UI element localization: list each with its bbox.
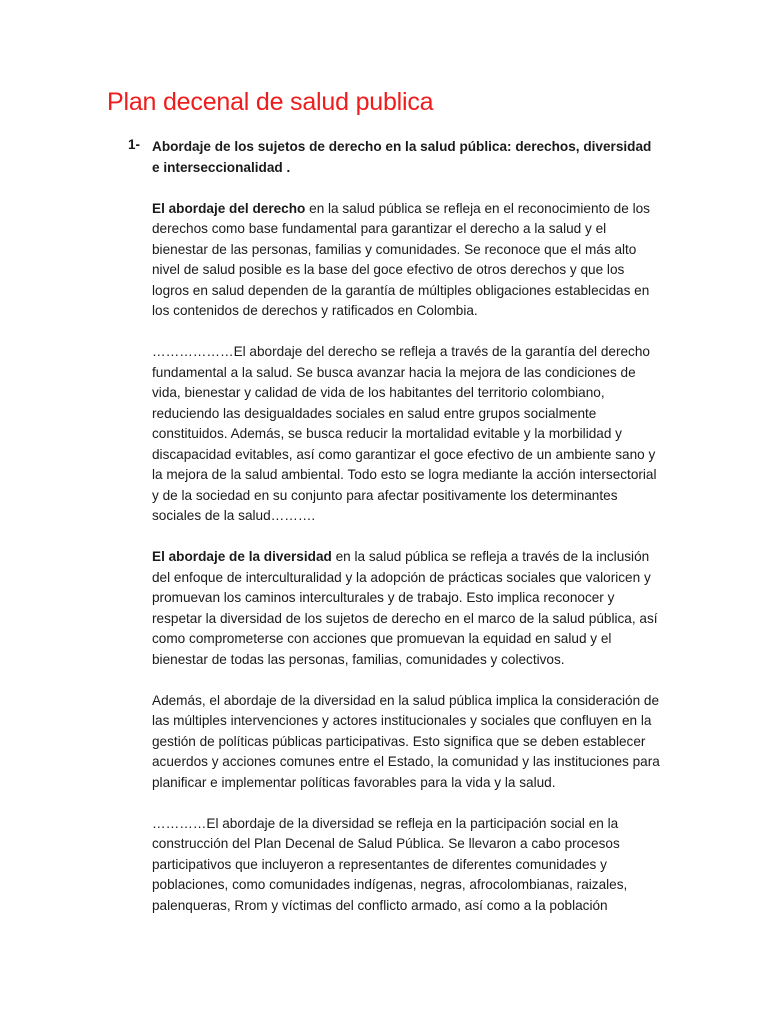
paragraph-text: en la salud pública se refleja a través de la inclusión del enfoque de interculturalidad y la adopción de prácticas sociales que valoricen y promuevan los caminos interculturales y de trabajo. Esto implica reconocer y respetar la diversidad de los sujetos de derecho en el marco de la salud pública, así como comprometerse con acciones que promuevan la equidad en salud y el bienestar de todas las personas, familias, comunidades y colectivos. bbox=[152, 549, 658, 667]
paragraph-lead: El abordaje del derecho bbox=[152, 200, 306, 216]
document-title: Plan decenal de salud publica bbox=[107, 88, 434, 116]
paragraph-diversidad bbox=[152, 547, 662, 670]
paragraph-text: Además, el abordaje de la diversidad en la salud pública implica la consideración de las múltiples intervenciones y actores institucionales y sociales que confluyen en la gestión de políticas públicas participativas. Esto significa que se deben establecer acuerdos y acciones comunes entre el Estado, la comunidad y las instituciones para planificar e implementar políticas favorables para la vida y la salud. bbox=[152, 692, 660, 790]
paragraph-text: …………El abordaje de la diversidad se refleja en la participación social en la construcción del Plan Decenal de Salud Pública. Se llevaron a cabo procesos participativos que incluyeron a representantes de diferentes comunidades y poblaciones, como comunidades indígenas, negras, afrocolombianas, raizales, palenqueras, Rrom y víctimas del conflicto armado, así como a la población bbox=[152, 815, 628, 913]
paragraph-diversidad-politicas bbox=[152, 691, 662, 794]
section-number: 1- bbox=[128, 137, 141, 152]
paragraph-text: en la salud pública se refleja en el reconocimiento de los derechos como base fundamental para garantizar el derecho a la salud y el bienestar de las personas, familias y comunidades. Se reconoce que el más alto nivel de salud posible es la base del goce efectivo de otros derechos y que los logros en salud dependen de la garantía de múltiples obligaciones establecidas en los contenidos de derechos y ratificados en Colombia. bbox=[152, 200, 650, 318]
paragraph-derecho-garantia bbox=[152, 342, 662, 527]
paragraph-diversidad-participacion bbox=[152, 814, 662, 917]
section-heading: Abordaje de los sujetos de derecho en la salud pública: derechos, diversidad e interseccionalidad . bbox=[152, 139, 652, 175]
paragraph-lead: El abordaje de la diversidad bbox=[152, 549, 332, 564]
section-body bbox=[152, 137, 662, 937]
paragraph-derecho bbox=[152, 199, 662, 322]
paragraph-text: ………………El abordaje del derecho se refleja a través de la garantía del derecho fundamental a la salud. Se busca avanzar hacia la mejora de las condiciones de vida, bienestar y calidad de vida de los habitantes del territorio colombiano, reduciendo las desigualdades sociales en salud entre grupos socialmente constituidos. Además, se busca reducir la mortalidad evitable y la morbilidad y discapacidad evitables, así como garantizar el goce efectivo de un ambiente sano y la mejora de la salud ambiental. Todo esto se logra mediante la acción intersectorial y de la sociedad en su conjunto para afectar positivamente los determinantes sociales de la salud………. bbox=[152, 344, 657, 523]
